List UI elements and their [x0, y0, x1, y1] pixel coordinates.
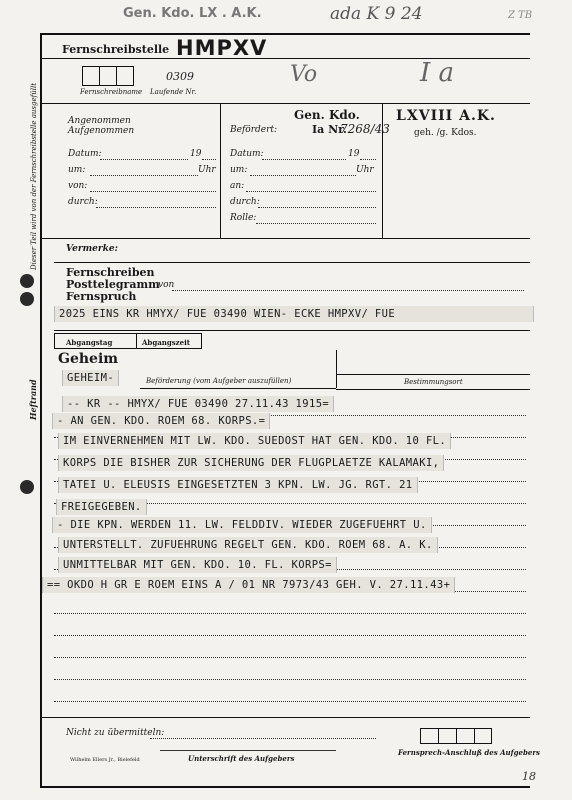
- befoerderung-label: Beförderung (vom Aufgeber auszufüllen): [146, 377, 292, 385]
- phone-label: Fernsprech-Anschluß des Aufgebers: [398, 748, 540, 757]
- punch-hole-bottom: [20, 480, 34, 494]
- signature-label: Unterschrift des Aufgebers: [188, 754, 295, 763]
- forwarding-to-label: an:: [230, 181, 245, 191]
- forwarding-by-label: durch:: [230, 197, 260, 207]
- gen-kdo-stamp-line1: Gen. Kdo.: [294, 108, 360, 122]
- gen-kdo-number: 7268/43: [340, 122, 390, 136]
- forwarding-year: 19: [348, 149, 360, 159]
- handwritten-ia: I a: [420, 58, 455, 88]
- reception-title-2: Aufgenommen: [68, 126, 135, 136]
- message-line-8: UNTERSTELLT. ZUFUEHRUNG REGELT GEN. KDO. ROEM 68. A. K.: [58, 537, 438, 553]
- message-line-9: UNMITTELBAR MIT GEN. KDO. 10. FL. KORPS=: [58, 557, 337, 573]
- abgangszeit-label: Abgangszeit: [142, 338, 191, 347]
- type-von: von: [158, 280, 175, 290]
- reception-by-label: durch:: [68, 197, 98, 207]
- type-fernschreiben: Fernschreiben: [66, 266, 155, 279]
- reception-title-1: Angenommen: [68, 116, 131, 126]
- side-heftrand: Heftrand: [28, 379, 38, 420]
- tape-header: 2025 EINS KR HMYX/ FUE 03490 WIEN- ECKE HMPXV/ FUE: [54, 306, 534, 322]
- nicht-uebermitteln-label: Nicht zu übermitteln:: [66, 728, 165, 738]
- bestimmungsort-label: Bestimmungsort: [404, 378, 463, 386]
- sequence-number: 0309: [166, 70, 194, 83]
- gen-kdo-stamp-line2: Ia Nr.: [312, 123, 347, 136]
- punch-hole-top: [20, 274, 34, 288]
- message-line-2: - AN GEN. KDO. ROEM 68. KORPS.=: [52, 413, 270, 429]
- reception-from-label: von:: [68, 181, 88, 191]
- vermerke-label: Vermerke:: [66, 244, 118, 254]
- printer-imprint: Wilhelm Ellers Jr., Bielefeld: [70, 757, 140, 763]
- message-line-4: KORPS DIE BISHER ZUR SICHERUNG DER FLUGPLAETZE KALAMAKI,: [58, 455, 444, 471]
- teleprinter-name-boxes: [82, 66, 134, 86]
- forwarding-date-label: Datum:: [230, 149, 264, 159]
- forwarding-time-label: um:: [230, 165, 248, 175]
- handwritten-reference: ada K 9 24: [330, 4, 423, 24]
- reception-uhr: Uhr: [198, 165, 216, 175]
- type-posttelegramm: Posttelegramm: [66, 278, 160, 291]
- corner-code: Z TB: [508, 10, 533, 21]
- reception-time-label: um:: [68, 165, 86, 175]
- forwarding-role-label: Rolle:: [230, 213, 257, 223]
- punch-hole-top-2: [20, 292, 34, 306]
- page-number: 18: [522, 770, 536, 783]
- message-line-10: == OKDO H GR E ROEM EINS A / 01 NR 7973/43 GEH. V. 27.11.43+: [42, 577, 455, 593]
- corps-stamp-line2: geh. /g. Kdos.: [414, 128, 477, 138]
- type-fernspruch: Fernspruch: [66, 290, 137, 303]
- geheim-tape: GEHEIM-: [62, 370, 119, 386]
- header-stamp: Gen. Kdo. LX . A.K.: [123, 6, 262, 21]
- side-note: Dieser Teil wird von der Fernschreibstelle ausgefüllt: [30, 82, 38, 270]
- name-label: Fernschreibname: [80, 88, 143, 96]
- message-line-7: - DIE KPN. WERDEN 11. LW. FELDDIV. WIEDER ZUGEFUEHRT U.: [52, 517, 432, 533]
- number-label: Laufende Nr.: [150, 88, 197, 96]
- message-line-1: -- KR -- HMYX/ FUE 03490 27.11.43 1915=: [62, 396, 334, 412]
- message-line-3: IM EINVERNEHMEN MIT LW. KDO. SUEDOST HAT GEN. KDO. 10 FL.: [58, 433, 451, 449]
- forwarding-uhr: Uhr: [356, 165, 374, 175]
- abgangstag-label: Abgangstag: [66, 338, 113, 347]
- handwritten-vo: Vo: [290, 62, 318, 87]
- station-label: Fernschreibstelle: [62, 43, 170, 56]
- message-line-6: FREIGEGEBEN.: [56, 499, 147, 515]
- geheim-label: Geheim: [58, 351, 119, 367]
- reception-year: 19: [190, 149, 202, 159]
- station-code-stamp: HMPXV: [176, 36, 268, 60]
- message-line-5: TATEI U. ELEUSIS EINGESETZTEN 3 KPN. LW. JG. RGT. 21: [58, 477, 418, 493]
- forwarding-title: Befördert:: [230, 125, 278, 135]
- reception-date-label: Datum:: [68, 149, 102, 159]
- corps-stamp-line1: LXVIII A.K.: [396, 108, 496, 124]
